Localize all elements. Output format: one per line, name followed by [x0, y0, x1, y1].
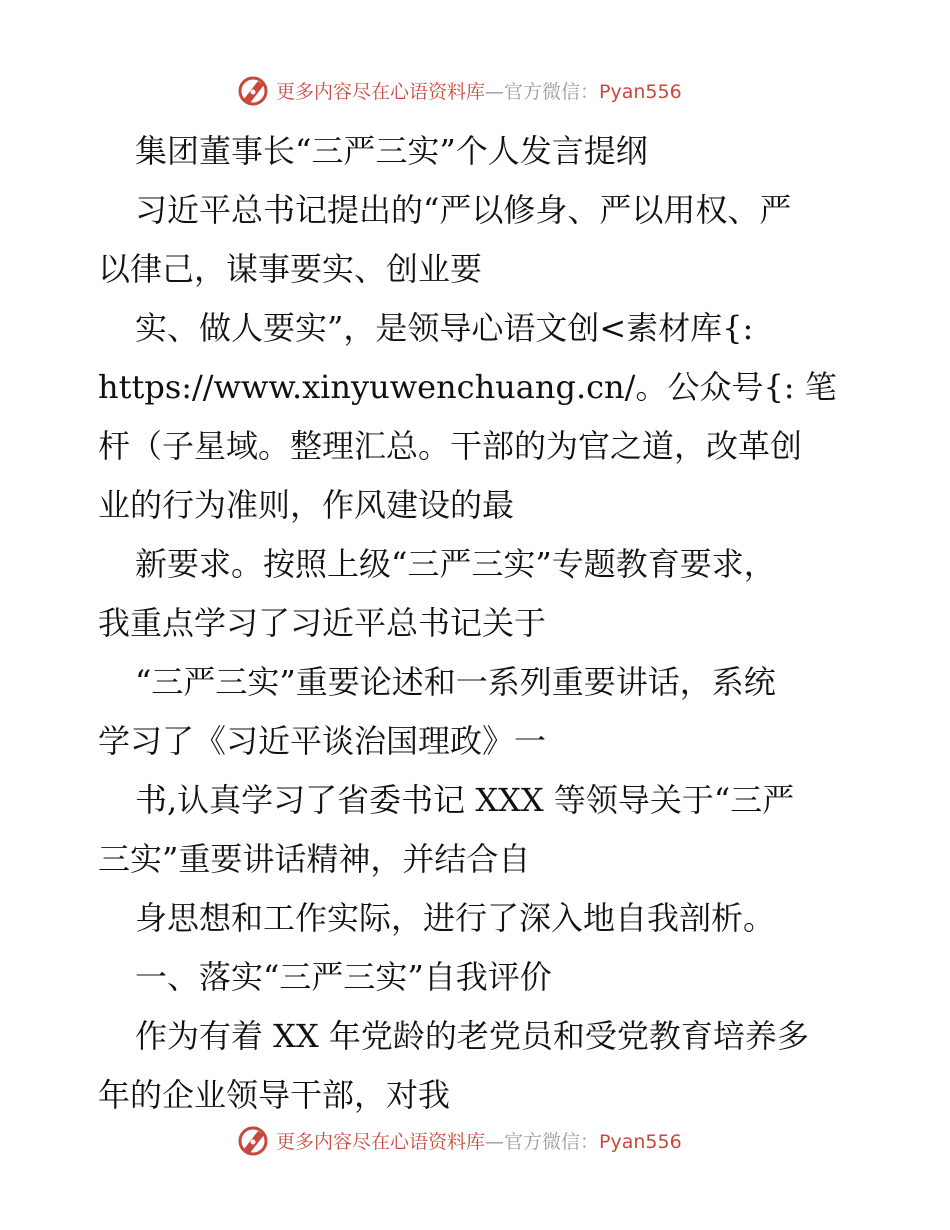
- watermark-wechat-id: Pyan556: [599, 80, 682, 103]
- paragraph-line: 学习了《习近平谈治国理政》一: [98, 722, 547, 760]
- watermark-library-name: 更多内容尽在心语资料库: [276, 1130, 486, 1153]
- header-watermark-banner: [236, 72, 682, 108]
- document-title: 集团董事长“三严三实”个人发言提纲: [135, 132, 648, 170]
- paragraph-line: 年的企业领导干部，对我: [98, 1076, 451, 1114]
- paragraph-line: 书,认真学习了省委书记 XXX 等领导关于“三严: [135, 781, 795, 819]
- section-heading: 一、落实“三严三实”自我评价: [135, 958, 552, 996]
- pen-nib-logo-icon: [236, 1123, 270, 1157]
- watermark-text: [276, 1127, 682, 1154]
- paragraph-line: “三严三实”重要论述和一系列重要讲话，系统: [135, 663, 776, 701]
- paragraph-line: 实、做人要实”，是领导心语文创<素材库{:: [135, 309, 754, 347]
- watermark-wechat-id: Pyan556: [599, 1130, 682, 1153]
- paragraph-line: 习近平总书记提出的“严以修身、严以用权、严: [135, 191, 792, 229]
- footer-watermark-banner: [236, 1122, 682, 1158]
- paragraph-line: 新要求。按照上级“三严三实”专题教育要求，: [135, 545, 776, 583]
- paragraph-line: 我重点学习了习近平总书记关于: [98, 604, 547, 642]
- watermark-wechat-label: —官方微信：: [485, 1130, 600, 1153]
- pen-nib-logo-icon: [236, 73, 270, 107]
- paragraph-line: 身思想和工作实际，进行了深入地自我剖析。: [135, 899, 776, 937]
- watermark-wechat-label: —官方微信：: [485, 80, 600, 103]
- watermark-library-name: 更多内容尽在心语资料库: [276, 80, 486, 103]
- watermark-text: [276, 77, 682, 104]
- paragraph-line: https://www.xinyuwenchuang.cn/。公众号{: 笔: [98, 368, 837, 406]
- paragraph-line: 业的行为准则，作风建设的最: [98, 486, 515, 524]
- paragraph-line: 三实”重要讲话精神，并结合自: [98, 840, 531, 878]
- paragraph-line: 杆（子星域。整理汇总。干部的为官之道，改革创: [98, 427, 803, 465]
- paragraph-line: 作为有着 XX 年党龄的老党员和受党教育培养多: [135, 1017, 809, 1055]
- document-body: [98, 122, 858, 1125]
- paragraph-line: 以律己，谋事要实、创业要: [98, 250, 483, 288]
